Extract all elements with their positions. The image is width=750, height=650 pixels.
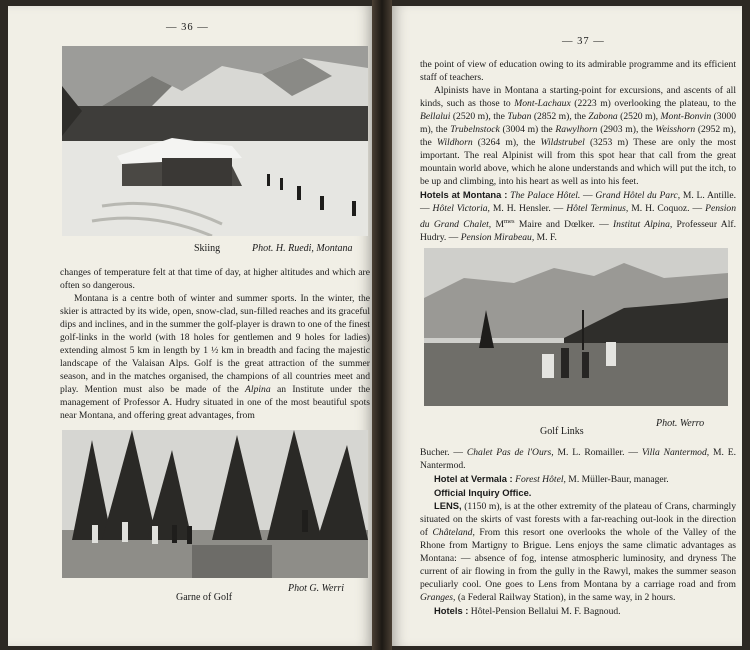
golf-game-caption: Garne of Golf	[176, 592, 233, 603]
hotels-montana: Hotels at Montana : The Palace Hôtel. — Grand Hôtel du Parc, M. L. Antille. — Hôtel Victoria, M. H. Hensler. — Hôtel Terminus, M. H. Coquoz. — Pension du Grand Chalet, $M^{mes}$ Maire and Dœlker. — Institut Alpina, Professeur Alf. Hudry. — Pension Mirabeau, M. F.	[420, 189, 736, 244]
skiing-photo	[62, 46, 368, 236]
inquiry-office: Official Inquiry Office.	[434, 487, 532, 498]
page-number-left: — 36 —	[166, 22, 209, 33]
alpinists-paragraph: Alpinists have in Montana a starting-point for excursions, and ascents of all kinds, such as those to Mont-Lachaux (2223 m) overlooking the plateau, to the Bellalui (2520 m), the Tuban (2852 m), the Zabona (2520 m), Mont-Bonvin (3000 m), the Trubelnstock (3004 m) the Rawylhorn (2903 m), the Weisshorn (2952 m), the Wildhorn (3264 m), the Wildstrubel (3253 m) These are only the most important. The real Alpinist will from this spot hear that call from the great mountain world above, which he alone understands and which will put the itch, to be up and climbing, into his heart as well as into his feet.	[420, 85, 736, 187]
right-body-text-bottom	[420, 446, 736, 618]
book-gutter	[372, 0, 392, 650]
golf-links-photo	[424, 248, 728, 406]
left-page	[8, 6, 372, 646]
hotel-vermala: Hotel at Vermala : Forest Hôtel, M. Müller-Baur, manager.	[434, 473, 669, 485]
left-paragraph-2: Montana is a centre both of winter and summer sports. In the winter, the skier is attracted by its wide, open, snow-clad, sun-filled reaches and its graceful dips and inclines, and in the summer the golf-player is drawn to one of the finest golf-links in the world (with 18 holes for gentlemen and 9 holes for ladies) extending almost 5 km in length by 1 ½ km in breadth and facing the majestic landscape of the Valaisan Alps. Golf is the great attraction of the summer season, and in the matches organised, the champions of all countries meet and play. Mention must also be made of the Alpina an Institute under the management of Professor A. Hudry situated in one of the most beautiful spots near Montana, and offering great advantages, from	[60, 293, 370, 421]
skiing-credit: Phot. H. Ruedi, Montana	[252, 243, 353, 254]
golf-game-credit: Phot G. Werri	[288, 583, 345, 594]
golf-game-photo	[62, 430, 368, 578]
page-number-right: — 37 —	[562, 36, 605, 47]
golf-links-credit: Phot. Werro	[656, 418, 705, 429]
golf-links-caption: Golf Links	[540, 426, 584, 437]
lens-paragraph: LENS, (1150 m), is at the other extremity of the plateau of Crans, charmingly situated on the skirts of vast forests with a far-reaching out-look in the direction of Châteland, From this resort one overlooks the whole of the Valley of the Rhone from Martigny to Brigue. Lens enjoys the same climatic advantages as Montana: — absence of fog, intense atmospheric luminosity, and dryness The current of air flowing in from the gully in the Rawyl, makes the summer season peculiarly cool. One goes to Lens from Montana by a carriage road and from Granges, (a Federal Railway Station), in the same way, in 2 hours.	[420, 500, 737, 603]
continued-hotels: Bucher. — Chalet Pas de l'Ours, M. L. Romailler. — Villa Nantermod, M. E. Nantermod.	[420, 447, 736, 471]
right-paragraph-1: the point of view of education owing to its admirable programme and its efficient staff of teachers.	[420, 59, 736, 83]
left-paragraph-1: changes of temperature felt at that time of day, at higher altitudes and which are often so dangerous.	[60, 267, 370, 291]
left-body-text	[60, 266, 370, 422]
hotels-lens: Hotels : Hôtel-Pension Bellalui M. F. Bagnoud.	[434, 605, 621, 617]
right-page	[392, 6, 742, 646]
right-body-text-top	[420, 58, 736, 244]
skiing-caption: Skiing	[194, 243, 221, 254]
